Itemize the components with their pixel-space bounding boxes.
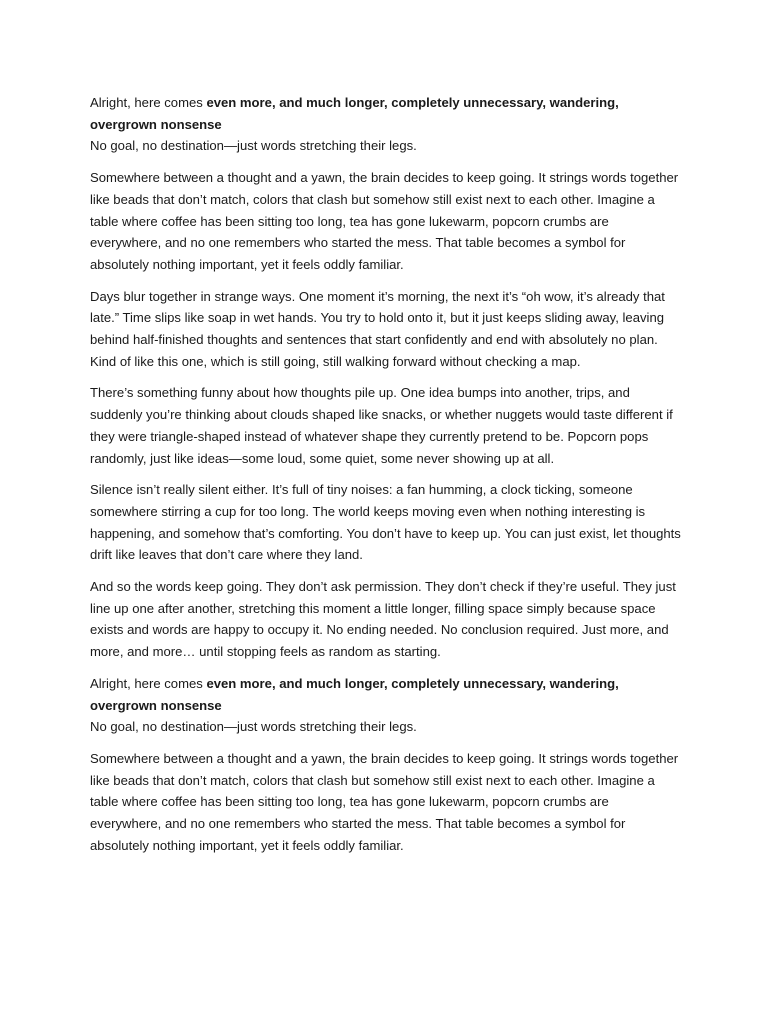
paragraph: Silence isn’t really silent either. It’s full of tiny noises: a fan humming, a clock ticking, someone somewhere stirring a cup for too long. The world keeps moving even when nothing interesting is happening, and somehow that’s comforting. You don’t have to keep up. You can just exist, let thoughts drift like leaves that don’t care where they land. xyxy=(90,482,681,563)
intro-heading xyxy=(90,92,682,135)
paragraph: Somewhere between a thought and a yawn, the brain decides to keep going. It strings words together like beads that don’t match, colors that clash but somehow still exist next to each other. Imagine a table where coffee has been sitting too long, tea has gone lukewarm, popcorn crumbs are everywhere, and no one remembers who started the mess. That table becomes a symbol for absolutely nothing important, yet it feels oddly familiar. xyxy=(90,170,679,272)
paragraph: And so the words keep going. They don’t ask permission. They don’t check if they’re useful. They just line up one after another, stretching this moment a little longer, filling space simply because space exists and words are happy to occupy it. No ending needed. No conclusion required. Just more, and more, and more… until stopping feels as random as starting. xyxy=(90,579,676,660)
intro-subline: No goal, no destination—just words stretching their legs. xyxy=(90,138,417,154)
paragraph: There’s something funny about how thoughts pile up. One idea bumps into another, trips, and suddenly you’re thinking about clouds shaped like snacks, or whether nuggets would taste different if they were triangle-shaped instead of whatever shape they currently pretend to be. Popcorn pops randomly, just like ideas—some loud, some quiet, some never showing up at all. xyxy=(90,385,673,466)
intro-prefix: Alright, here comes xyxy=(90,675,207,691)
document-page xyxy=(90,92,682,867)
paragraph: Days blur together in strange ways. One moment it’s morning, the next it’s “oh wow, it’s already that late.” Time slips like soap in wet hands. You try to hold onto it, but it just keeps sliding away, leaving behind half-finished thoughts and sentences that start confidently and end with absolutely no plan. Kind of like this one, which is still going, still walking forward without checking a map. xyxy=(90,288,665,369)
intro-subline: No goal, no destination—just words stretching their legs. xyxy=(90,719,417,735)
intro-prefix: Alright, here comes xyxy=(90,95,207,110)
paragraph: Somewhere between a thought and a yawn, the brain decides to keep going. It strings words together like beads that don’t match, colors that clash but somehow still exist next to each other. Imagine a table where coffee has been sitting too long, tea has gone lukewarm, popcorn crumbs are everywhere, and no one remembers who started the mess. That table becomes a symbol for absolutely nothing important, yet it feels oddly familiar. xyxy=(90,750,679,853)
intro-heading xyxy=(90,673,682,716)
intro-bold-title: even more, and much longer, completely unnecessary, wandering, overgrown nonsense xyxy=(90,675,619,713)
intro-bold-title: even more, and much longer, completely unnecessary, wandering, overgrown nonsense xyxy=(90,95,619,132)
